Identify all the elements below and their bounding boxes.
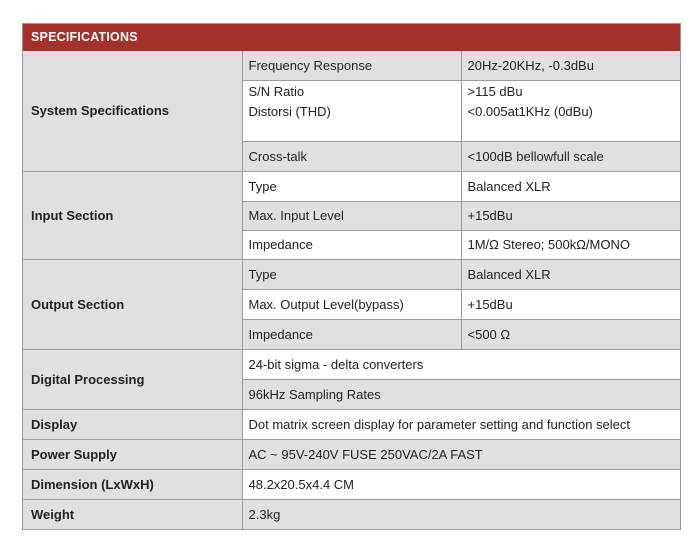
spec-value: 2.3kg bbox=[242, 499, 680, 529]
spec-value: <100dB bellowfull scale bbox=[461, 141, 680, 171]
spec-value: AC ~ 95V-240V FUSE 250VAC/2A FAST bbox=[242, 439, 680, 469]
spec-label: Cross-talk bbox=[242, 141, 461, 171]
category-weight: Weight bbox=[23, 499, 242, 529]
spec-label: Impedance bbox=[242, 319, 461, 349]
spec-value: +15dBu bbox=[461, 289, 680, 319]
table-row bbox=[23, 51, 680, 80]
spec-value: 48.2x20.5x4.4 CM bbox=[242, 469, 680, 499]
table-row bbox=[23, 439, 680, 469]
category-output-section: Output Section bbox=[23, 259, 242, 349]
category-display: Display bbox=[23, 409, 242, 439]
spec-value: <500 Ω bbox=[461, 319, 680, 349]
table-row bbox=[23, 409, 680, 439]
table-row bbox=[23, 469, 680, 499]
spec-value bbox=[461, 80, 680, 141]
table-row bbox=[23, 349, 680, 379]
category-power-supply: Power Supply bbox=[23, 439, 242, 469]
spec-value-line: <0.005at1KHz (0dBu) bbox=[467, 103, 593, 119]
category-system-specifications: System Specifications bbox=[23, 51, 242, 171]
spec-label-line: Distorsi (THD) bbox=[248, 103, 331, 119]
spec-value-line: >115 dBu bbox=[467, 83, 523, 99]
spec-label: Max. Output Level(bypass) bbox=[242, 289, 461, 319]
spec-value: 20Hz-20KHz, -0.3dBu bbox=[461, 51, 680, 80]
spec-value: Balanced XLR bbox=[461, 171, 680, 201]
category-dimension: Dimension (LxWxH) bbox=[23, 469, 242, 499]
table-row bbox=[23, 499, 680, 529]
specifications-sheet bbox=[22, 23, 681, 530]
spec-value: Dot matrix screen display for parameter setting and function select bbox=[242, 409, 680, 439]
spec-label: Type bbox=[242, 171, 461, 201]
table-row bbox=[23, 259, 680, 289]
category-digital-processing: Digital Processing bbox=[23, 349, 242, 409]
spec-value: 24-bit sigma - delta converters bbox=[242, 349, 680, 379]
spec-value: 96kHz Sampling Rates bbox=[242, 379, 680, 409]
specifications-header: SPECIFICATIONS bbox=[23, 24, 680, 51]
table-row bbox=[23, 171, 680, 201]
specifications-table bbox=[23, 51, 680, 529]
spec-label-line: S/N Ratio bbox=[248, 83, 305, 99]
spec-label: Frequency Response bbox=[242, 51, 461, 80]
spec-value: Balanced XLR bbox=[461, 259, 680, 289]
spec-value: 1M/Ω Stereo; 500kΩ/MONO bbox=[461, 230, 680, 259]
spec-label: Type bbox=[242, 259, 461, 289]
spec-label bbox=[242, 80, 461, 141]
spec-value: +15dBu bbox=[461, 201, 680, 230]
category-input-section: Input Section bbox=[23, 171, 242, 259]
spec-label: Max. Input Level bbox=[242, 201, 461, 230]
spec-label: Impedance bbox=[242, 230, 461, 259]
